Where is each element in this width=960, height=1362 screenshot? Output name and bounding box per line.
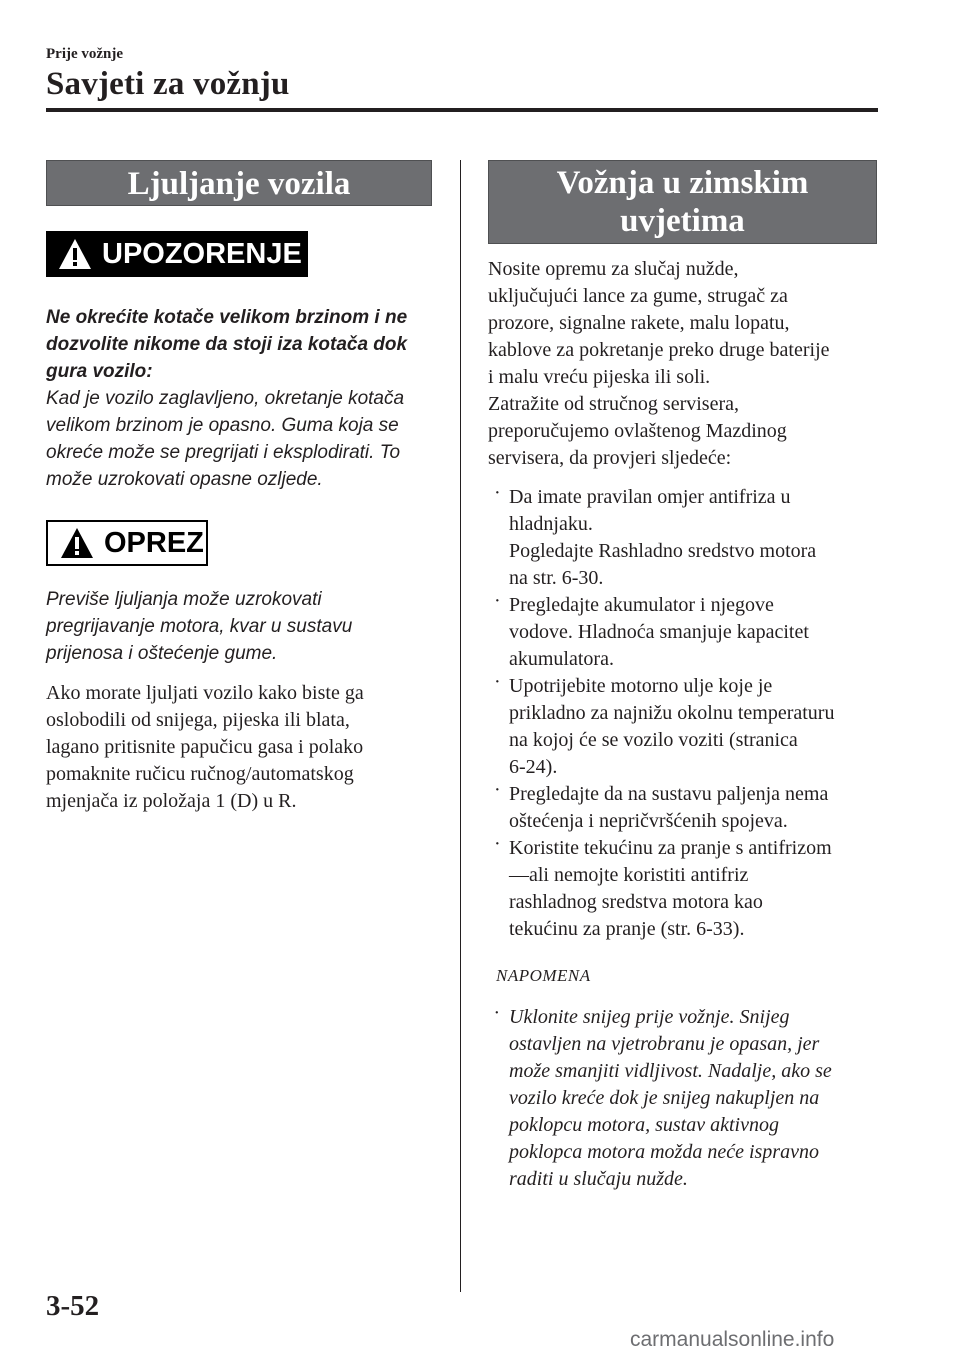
bullet-line: oštećenja i nepričvršćenih spojeva. — [509, 810, 788, 832]
body-text-line: lagano pritisnite papučicu gasa i polako — [46, 736, 364, 758]
caution-text-line: pregrijavanje motora, kvar u sustavu — [46, 616, 353, 637]
intro-text-line: preporučujemo ovlaštenog Mazdinog — [488, 420, 787, 442]
bullet-line: vodove. Hladnoća smanjuje kapacitet — [509, 621, 809, 643]
warning-bold-line: Ne okrećite kotače velikom brzinom i ne — [46, 307, 408, 328]
intro-text-line: i malu vreću pijeska ili soli. — [488, 366, 711, 388]
bullet-line: na str. 6-30. — [509, 567, 604, 589]
banner-line: Vožnja u zimskim — [556, 165, 809, 201]
bullet-line: Pogledajte Rashladno sredstvo motora — [509, 540, 817, 562]
bullet-dot: · — [494, 482, 501, 504]
warning-label: UPOZORENJE — [102, 237, 302, 270]
intro-text-line: Zatražite od stručnog servisera, — [488, 393, 740, 415]
intro-text-line: kablove za pokretanje preko druge baterije — [488, 339, 830, 361]
body-text-line: pomaknite ručicu ručnog/automatskog — [46, 763, 354, 785]
section-banner-rocking: Ljuljanje vozila — [46, 160, 432, 206]
note-line: raditi u slučaju nužde. — [509, 1168, 688, 1190]
chapter-title: Savjeti za vožnju — [46, 66, 290, 102]
bullet-line: Da imate pravilan omjer antifriza u — [509, 486, 791, 508]
caution-text-line: prijenosa i oštećenje gume. — [46, 643, 278, 664]
note-heading: NAPOMENA — [496, 966, 591, 985]
bullet-line: prikladno za najnižu okolnu temperaturu — [509, 702, 835, 724]
section-banner-winter — [488, 160, 877, 244]
bullet-line: 6-24). — [509, 756, 558, 778]
bullet-line: hladnjaku. — [509, 513, 593, 535]
warning-triangle-icon — [58, 238, 92, 270]
bullet-dot: · — [494, 779, 501, 801]
warning-bold-line: gura vozilo: — [46, 361, 153, 382]
page-number: 3-52 — [46, 1290, 100, 1322]
bullet-line: —ali nemojte koristiti antifriz — [509, 864, 749, 886]
bullet-line: akumulatora. — [509, 648, 614, 670]
column-divider — [460, 160, 461, 1292]
intro-text-line: prozore, signalne rakete, malu lopatu, — [488, 312, 790, 334]
caution-text-line: Previše ljuljanja može uzrokovati — [46, 589, 322, 610]
caution-label-box — [46, 520, 208, 566]
bullet-line: Upotrijebite motorno ulje koje je — [509, 675, 773, 697]
warning-text-line: velikom brzinom je opasno. Guma koja se — [46, 415, 399, 436]
note-line: poklopca motora možda neće ispravno — [509, 1141, 819, 1163]
note-line: poklopcu motora, sustav aktivnog — [509, 1114, 779, 1136]
body-text-line: mjenjača iz položaja 1 (D) u R. — [46, 790, 297, 812]
bullet-line: tekućinu za pranje (str. 6-33). — [509, 918, 745, 940]
bullet-dot: · — [494, 590, 501, 612]
warning-text-line: može uzrokovati opasne ozljede. — [46, 469, 323, 490]
note-line: Uklonite snijeg prije vožnje. Snijeg — [509, 1006, 790, 1028]
bullet-dot: · — [494, 1002, 499, 1024]
bullet-line: na kojoj će se vozilo voziti (stranica — [509, 729, 798, 751]
bullet-dot: · — [494, 671, 501, 693]
bullet-line: Koristite tekućinu za pranje s antifrizom — [509, 837, 832, 859]
watermark: carmanualsonline.info — [630, 1328, 835, 1351]
banner-line: uvjetima — [620, 203, 745, 239]
note-line: vozilo kreće dok je snijeg nakupljen na — [509, 1087, 820, 1109]
note-line: može smanjiti vidljivost. Nadalje, ako se — [509, 1060, 832, 1082]
warning-label-box — [46, 231, 308, 277]
caution-label: OPREZ — [104, 526, 204, 559]
intro-text-line: Nosite opremu za slučaj nužde, — [488, 258, 739, 280]
intro-text-line: servisera, da provjeri sljedeće: — [488, 447, 732, 469]
warning-text-line: okreće može se pregrijati i eksplodirati. To — [46, 442, 401, 463]
intro-text-line: uključujući lance za gume, strugač za — [488, 285, 788, 307]
section-kicker: Prije vožnje — [46, 46, 124, 62]
bullet-line: Pregledajte akumulator i njegove — [509, 594, 774, 616]
bullet-dot: · — [494, 833, 501, 855]
bullet-line: rashladnog sredstva motora kao — [509, 891, 763, 913]
body-text-line: Ako morate ljuljati vozilo kako biste ga — [46, 682, 364, 704]
warning-triangle-icon — [60, 527, 94, 559]
warning-bold-line: dozvolite nikome da stoji iza kotača dok — [46, 334, 408, 355]
body-text-line: oslobodili od snijega, pijeska ili blata, — [46, 709, 350, 731]
note-line: ostavljen na vjetrobranu je opasan, jer — [509, 1033, 820, 1055]
warning-text-line: Kad je vozilo zaglavljeno, okretanje kotača — [46, 388, 405, 409]
bullet-line: Pregledajte da na sustavu paljenja nema — [509, 783, 829, 805]
header-rule — [46, 108, 878, 112]
